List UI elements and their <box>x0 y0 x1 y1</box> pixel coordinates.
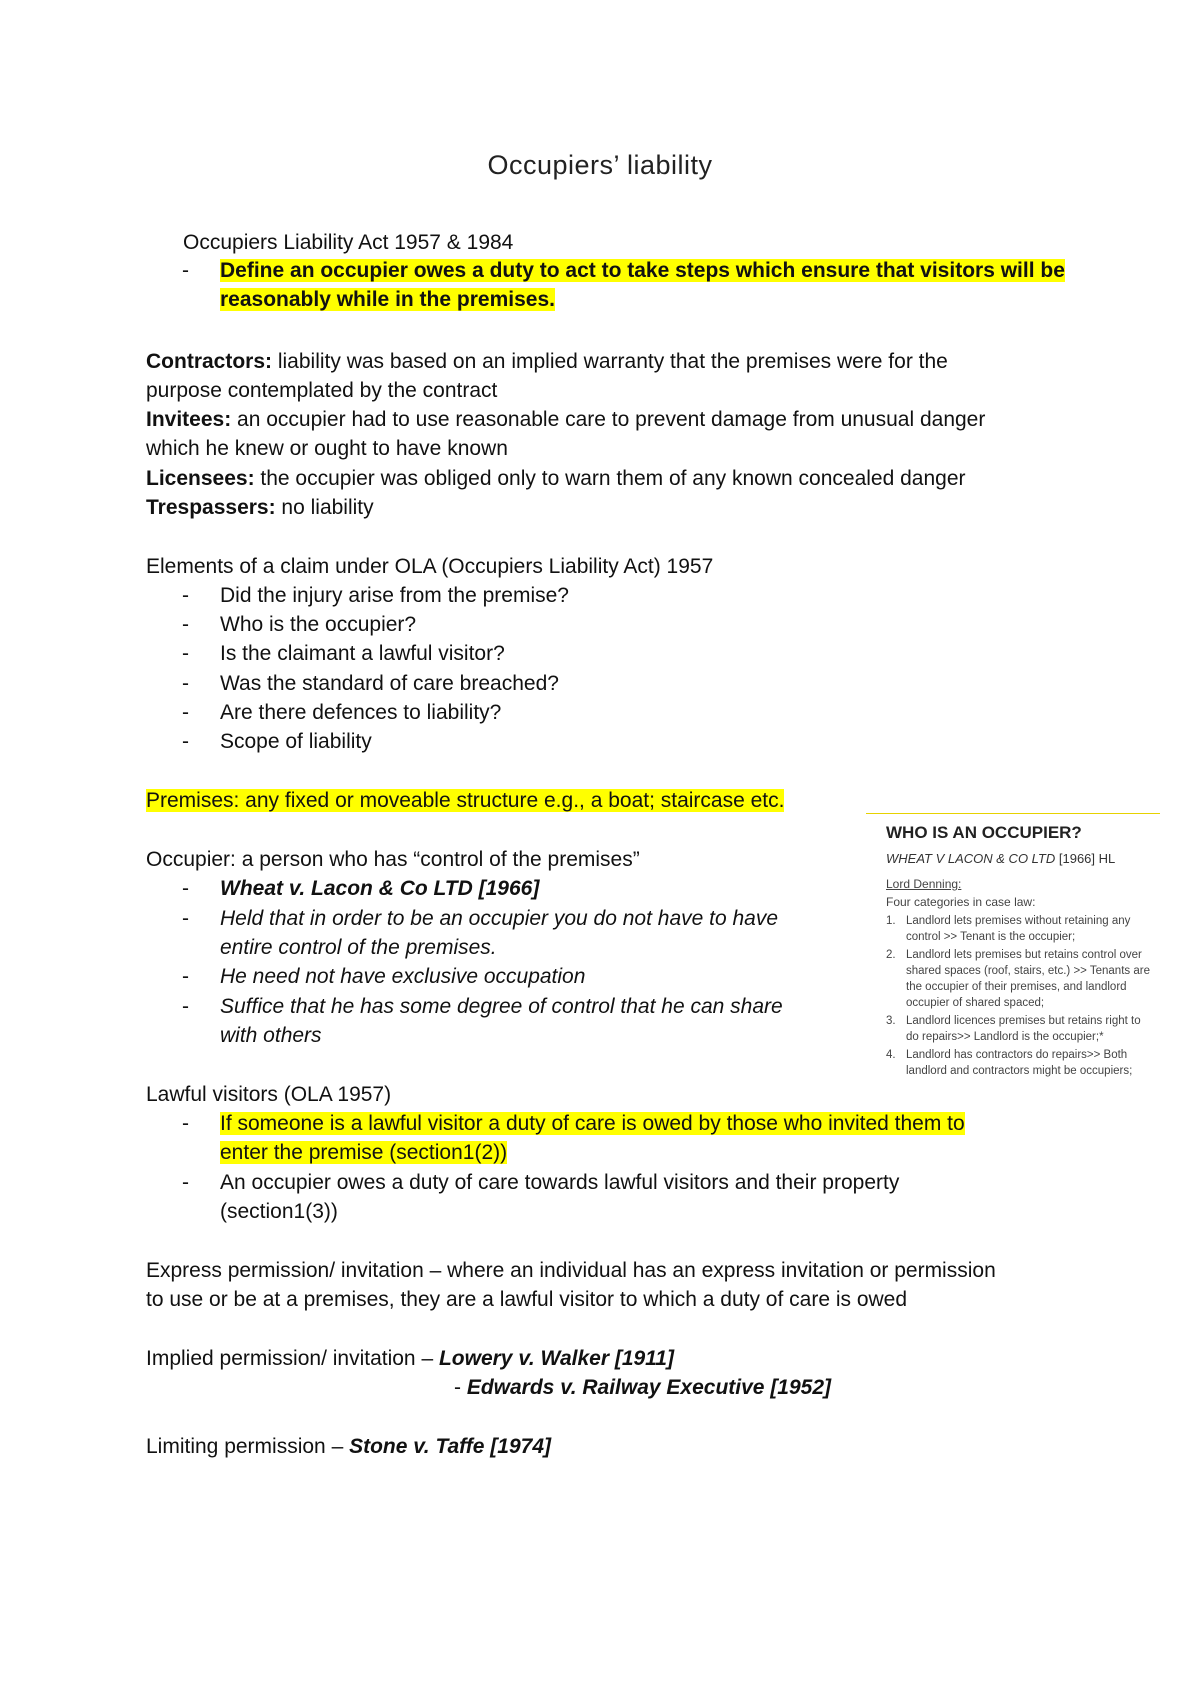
list-item: - Is the claimant a lawful visitor? <box>182 642 505 665</box>
list-item: - Was the standard of care breached? <box>182 672 559 695</box>
sidebox-judge: Lord Denning: <box>886 877 962 891</box>
category-trespassers <box>146 493 374 522</box>
lawful-heading: Lawful visitors (OLA 1957) <box>146 1083 392 1106</box>
limiting-label: Limiting permission – <box>146 1435 350 1458</box>
list-item-text: Was the standard of care breached? <box>220 672 559 695</box>
lawful-bullet-2-cont: (section1(3)) <box>220 1200 338 1223</box>
category-licensees <box>146 464 966 493</box>
occupier-exclusive-text: He need not have exclusive occupation <box>220 965 586 988</box>
category-label: Invitees: <box>146 408 232 431</box>
occupier-suffice-text: Suffice that he has some degree of control that he can share <box>220 995 783 1018</box>
sidebox-intro: Four categories in case law: <box>886 895 1036 909</box>
occupier-case: - Wheat v. Lacon & Co LTD [1966] <box>182 877 540 900</box>
item-number: 3. <box>886 1015 896 1027</box>
item-text: Landlord licences premises but retains right to do repairs>> Landlord is the occupier;* <box>906 1015 1141 1043</box>
acts-bullet: - Define an occupier owes a duty to act to take steps which ensure that visitors will be <box>182 259 1065 282</box>
item-text: Landlord lets premises but retains control over shared spaces (roof, stairs, etc.) >> Tenants are the occupier of their premises, and landlord occupier of shared spaced; <box>906 949 1150 1009</box>
category-label: Contractors: <box>146 350 273 373</box>
sidebox-list-item <box>886 947 1156 1011</box>
item-number: 2. <box>886 949 896 961</box>
list-item-text: Are there defences to liability? <box>220 701 502 724</box>
category-label: Licensees: <box>146 467 255 490</box>
lawful-bullet-1-text: If someone is a lawful visitor a duty of care is owed by those who invited them to <box>220 1112 965 1135</box>
sidebox-case <box>886 851 1115 866</box>
list-item-text: Did the injury arise from the premise? <box>220 584 569 607</box>
list-item: - Did the injury arise from the premise? <box>182 584 569 607</box>
sidebox-list-item <box>886 913 1156 945</box>
occupier-held-text: Held that in order to be an occupier you do not have to have <box>220 907 779 930</box>
acts-bullet-text-2: reasonably while in the premises. <box>220 288 555 311</box>
list-item-text: Is the claimant a lawful visitor? <box>220 642 505 665</box>
lawful-bullet-2-text: An occupier owes a duty of care towards lawful visitors and their property <box>220 1171 900 1194</box>
list-item-text: Who is the occupier? <box>220 613 417 636</box>
category-text: no liability <box>275 496 374 519</box>
case-citation: Edwards v. Railway Executive [1952] <box>466 1376 832 1399</box>
premises-definition <box>146 786 784 815</box>
implied-permission-case-2 <box>454 1373 831 1402</box>
sidebox-case-name: WHEAT V LACON & CO LTD <box>886 851 1056 866</box>
category-contractors-cont: purpose contemplated by the contract <box>146 379 498 402</box>
acts-bullet-text-1: Define an occupier owes a duty to act to take steps which ensure that visitors will be <box>220 259 1065 282</box>
category-text: an occupier had to use reasonable care to prevent damage from unusual danger <box>231 408 986 431</box>
category-text: liability was based on an implied warranty that the premises were for the <box>272 350 948 373</box>
express-permission-cont: to use or be at a premises, they are a lawful visitor to which a duty of care is owed <box>146 1288 908 1311</box>
lawful-bullet-1-cont <box>220 1138 507 1167</box>
item-text: Landlord has contractors do repairs>> Both landlord and contractors might be occupiers; <box>906 1049 1133 1077</box>
implied-permission <box>146 1344 674 1373</box>
sidebox-rule <box>866 813 1160 814</box>
occupier-held: - Held that in order to be an occupier you do not have to have <box>182 907 779 930</box>
category-text: the occupier was obliged only to warn them of any known concealed danger <box>254 467 966 490</box>
limiting-permission <box>146 1432 551 1461</box>
sidebox-list <box>886 913 1156 1081</box>
list-item-text: Scope of liability <box>220 730 372 753</box>
list-item: - Scope of liability <box>182 730 372 753</box>
implied-label: Implied permission/ invitation – <box>146 1347 439 1370</box>
occupier-exclusive: - He need not have exclusive occupation <box>182 965 586 988</box>
case-citation: Wheat v. Lacon & Co LTD [1966] <box>220 877 540 900</box>
case-citation: Lowery v. Walker [1911] <box>438 1347 674 1370</box>
sidebox-list-item <box>886 1047 1156 1079</box>
sidebox-list-item <box>886 1013 1156 1045</box>
category-invitees-cont: which he knew or ought to have known <box>146 437 508 460</box>
lawful-bullet-1-text-2: enter the premise (section1(2)) <box>220 1141 508 1164</box>
acts-bullet-cont <box>220 285 555 314</box>
express-permission: Express permission/ invitation – where an individual has an express invitation or permission <box>146 1259 996 1282</box>
item-number: 1. <box>886 915 896 927</box>
occupier-suffice-cont: with others <box>220 1024 322 1047</box>
occupier-suffice: - Suffice that he has some degree of control that he can share <box>182 995 783 1018</box>
elements-heading: Elements of a claim under OLA (Occupiers Liability Act) 1957 <box>146 555 714 578</box>
occupier-held-cont: entire control of the premises. <box>220 936 497 959</box>
acts-heading: Occupiers Liability Act 1957 & 1984 <box>183 231 514 254</box>
case-citation: Stone v. Taffe [1974] <box>349 1435 552 1458</box>
lawful-bullet-2: - An occupier owes a duty of care towards lawful visitors and their property <box>182 1171 900 1194</box>
category-contractors <box>146 347 948 376</box>
document-title: Occupiers’ liability <box>487 150 713 180</box>
list-item: - Who is the occupier? <box>182 613 417 636</box>
category-label: Trespassers: <box>146 496 276 519</box>
case-prefix: - <box>454 1376 467 1399</box>
item-number: 4. <box>886 1049 896 1061</box>
lawful-bullet-1: - If someone is a lawful visitor a duty of care is owed by those who invited them to <box>182 1112 965 1135</box>
item-text: Landlord lets premises without retaining any control >> Tenant is the occupier; <box>906 915 1131 943</box>
premises-text: Premises: any fixed or moveable structure e.g., a boat; staircase etc. <box>146 789 785 812</box>
sidebox-title: WHO IS AN OCCUPIER? <box>886 823 1082 842</box>
list-item: - Are there defences to liability? <box>182 701 502 724</box>
occupier-heading: Occupier: a person who has “control of the premises” <box>146 848 640 871</box>
category-invitees <box>146 405 985 434</box>
sidebox-case-year: [1966] HL <box>1055 851 1116 866</box>
